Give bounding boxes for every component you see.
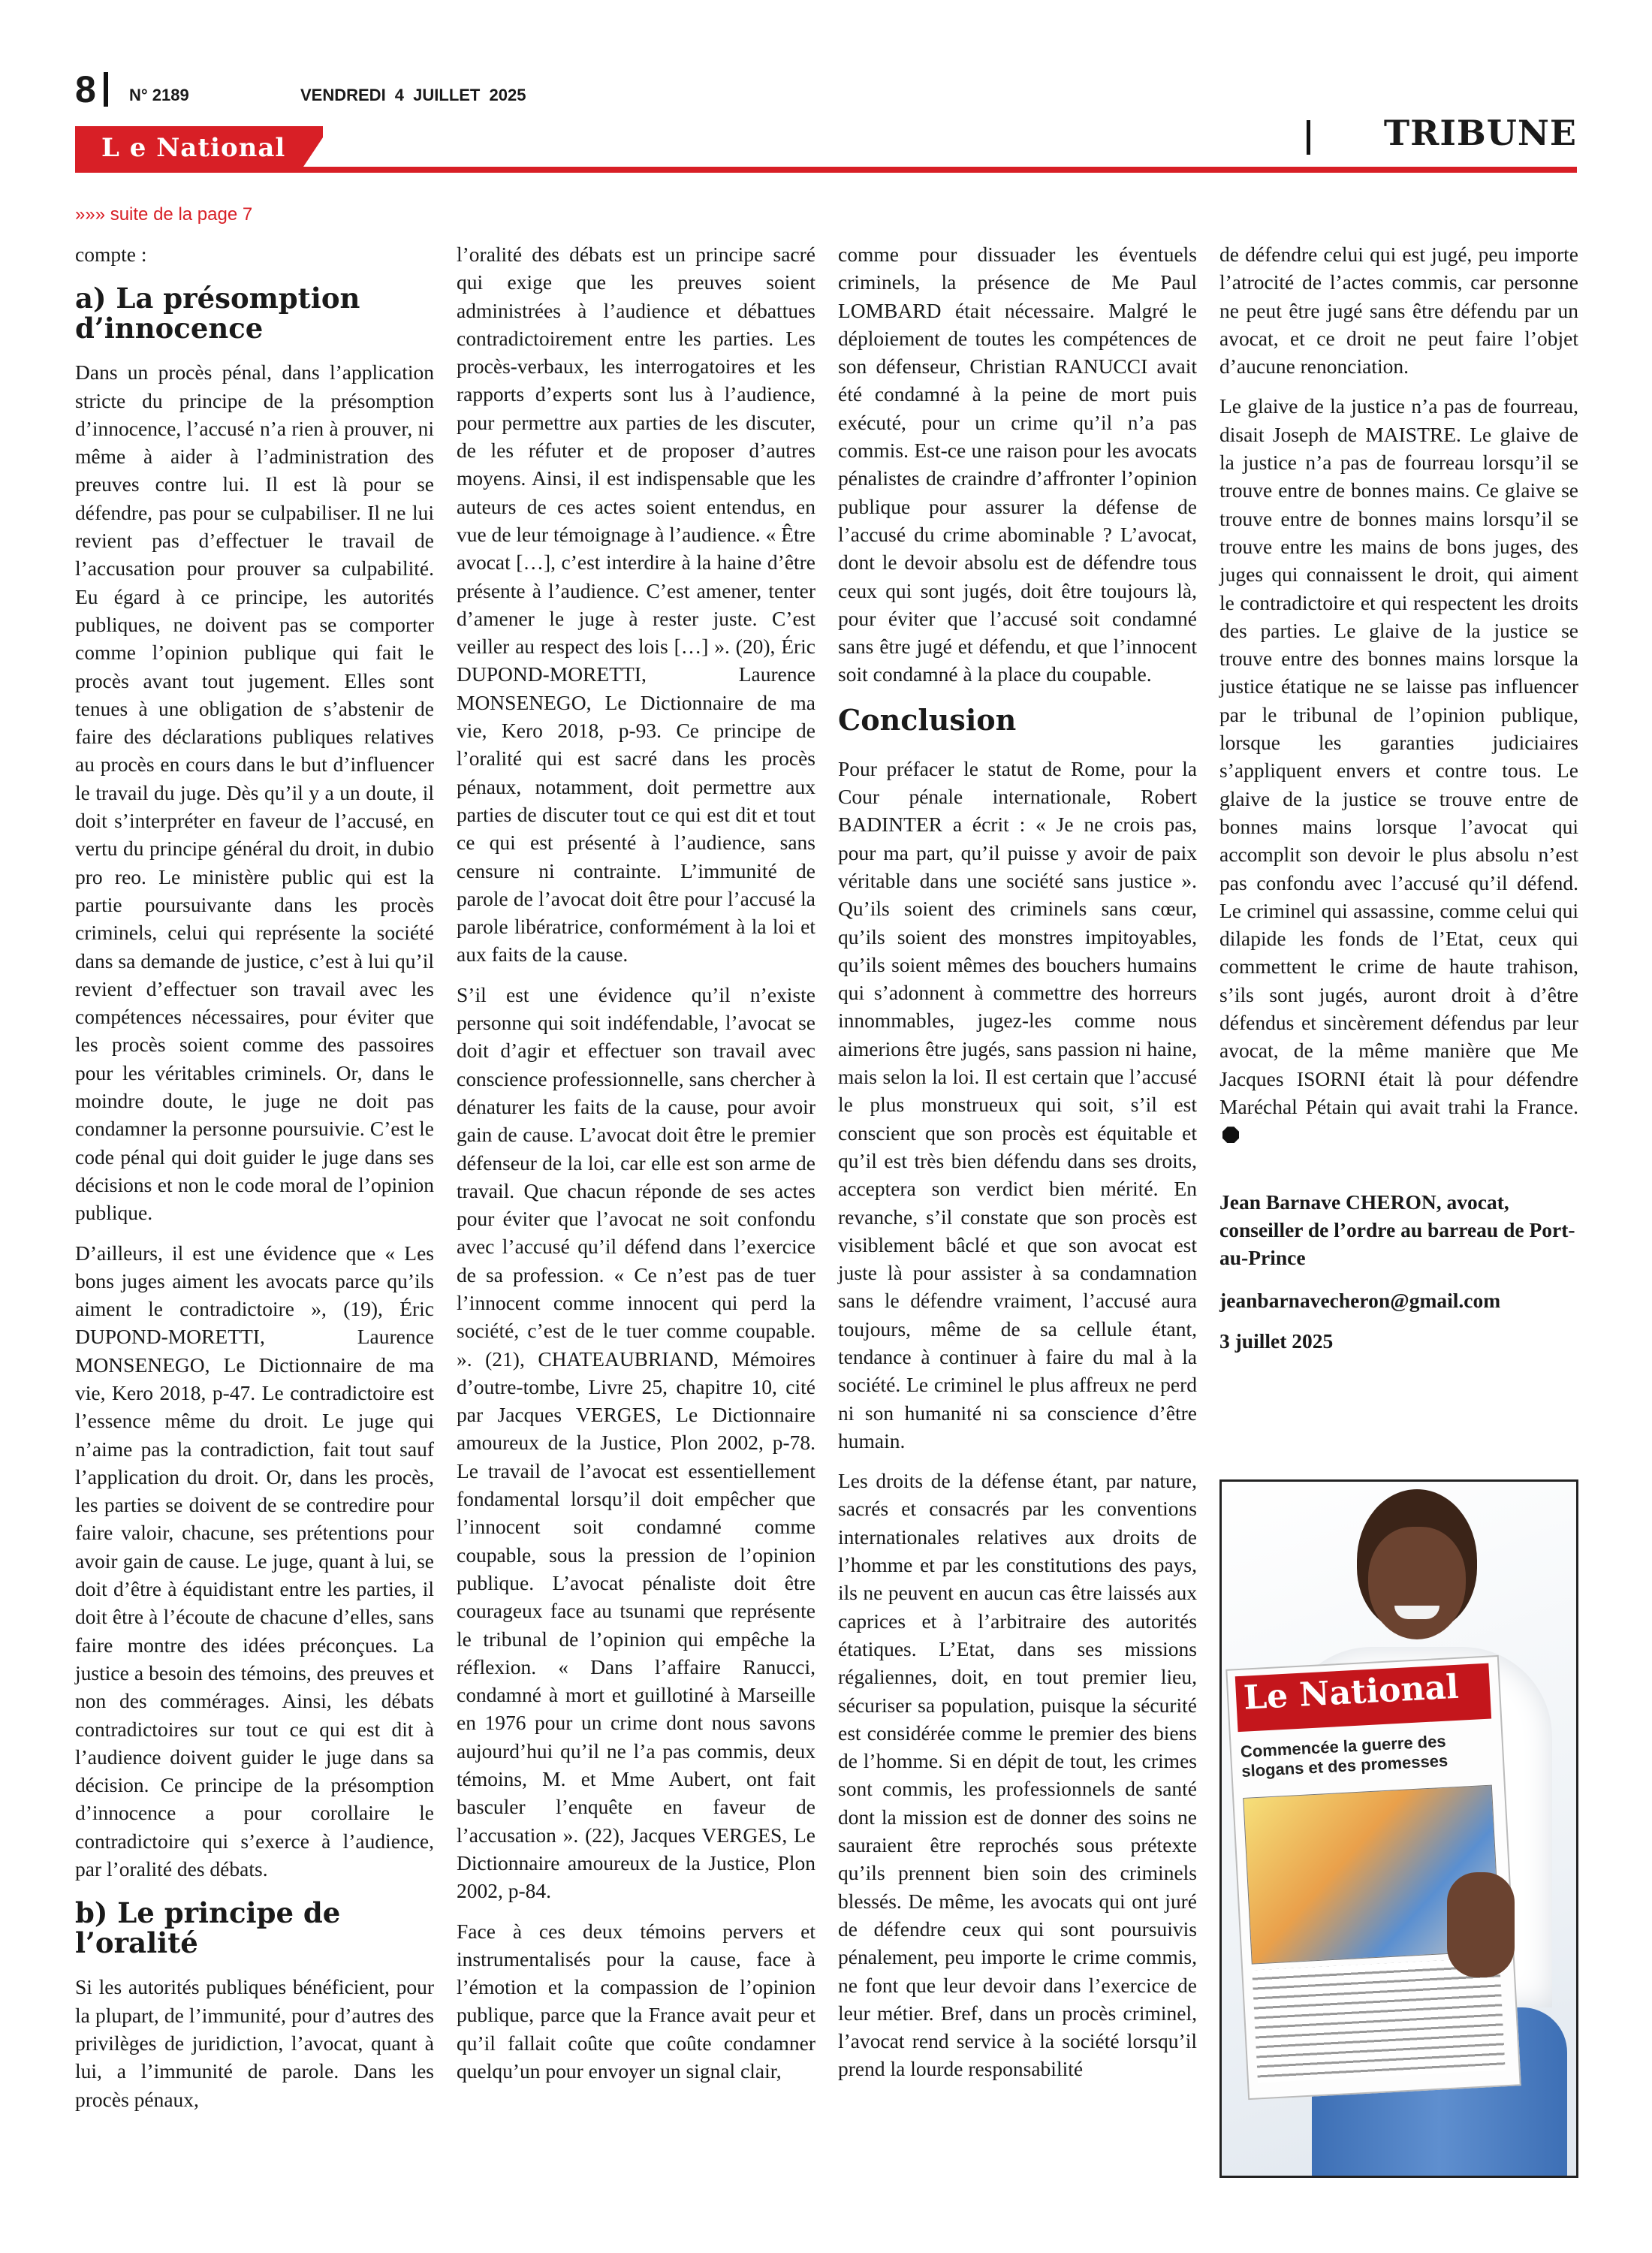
- ad-newspaper-headline: Commencée la guerre des slogans et des promesses: [1240, 1731, 1449, 1781]
- subheading-conclusion: Conclusion: [838, 702, 1017, 737]
- article-column-4: [1219, 240, 1578, 1367]
- ad-person-face: [1368, 1527, 1466, 1639]
- paragraph: Pour préfacer le statut de Rome, pour la Cour pénale internationale, Robert BADINTER a écrit : « Je ne crois pas, pour ma part, qu’il puisse y avoir de paix véritable dans une société sans justice ». Qu’ils soient des criminels sans cœur, qu’ils soient des monstres impitoyables, qu’ils soient mêmes des bouchers humains qui s’adonnent à commettre des horreurs innommables, jugez-les comme nous aimerions être jugés, sans passion ni haine, mais selon la loi. Il est certain que l’accusé le plus monstrueux qui soit, s’il est conscient que son procès est équitable et qu’il est très bien défendu dans ses droits, acceptera son verdict bien mérité. En revanche, s’il constate que son procès est visiblement bâclé et que son avocat est juste là pour assister à sa condamnation sans le défendre vraiment, l’accusé aura toujours, même de sa cellule étant, tendance à continuer à faire du mal à la société. Le criminel le plus affreux ne perd ni son humanité ni sa conscience d’être humain.: [838, 756, 1197, 1452]
- article-column-3: [838, 240, 1197, 2095]
- paragraph: l’oralité des débats est un principe sacré qui exige que les preuves soient administrées à l’audience et débattues contradictoirement entre les parties. Les procès-verbaux, les interrogatoires et les rapports d’experts sont lus à l’audience, pour permettre aux parties de les discuter, de les réfuter et de proposer d’autres moyens. Ainsi, il est indispensable que les auteurs de ces actes soient entendus, en vue de leur témoignage à l’audience. « Être avocat […], c’est interdire à la haine d’être présente à l’audience. C’est amener, tenter d’amener le juge à rester juste. C’est veiller au respect des lois […] ». (20), Éric DUPOND-MORETTI, Laurence MONSENEGO, Le Dictionnaire de ma vie, Kero 2018, p-93. Ce principe de l’oralité qui est sacré dans les procès pénaux, notamment, doit permettre aux parties de discuter tout ce qui est dit et tout ce qui est présenté à l’audience, sans censure ni contrainte. L’immunité de parole de l’avocat doit être pour l’accusé la parole libératrice, conformément à la loi et aux faits de la cause.: [457, 243, 815, 967]
- paragraph: Dans un procès pénal, dans l’application stricte du principe de la présomption d’innocence, l’accusé n’a rien à prouver, ni même à aider à l’administration des preuves contre lui. Il est là pour se défendre, pas pour se culpabiliser. Il ne lui revient pas d’effectuer le travail de l’accusation pour prouver sa culpabilité. Eu égard à ce principe, les autorités publiques, ne doivent pas se comporter comme l’opinion publique qui fait le procès avant tout jugement. Elles sont tenues à une obligation de s’abstenir de faire des déclarations publiques relatives au procès en cours dans le but d’influencer le travail du juge. Dès qu’il y a un doute, il doit s’interpréter en faveur de l’accusé, en vertu du principe général du droit, in dubio pro reo. Le ministère public qui est la partie poursuivante dans les procès criminels, celui qui représente la société dans sa demande de justice, c’est à lui qu’il revient d’effectuer son travail avec les compétences nécessaires, pour éviter que les procès soient comme des passoires pour les véritables criminels. Or, dans le moindre doute, le juge ne doit pas condamner la personne poursuivie. C’est le code pénal qui doit guider le juge dans ses décisions et non le code moral de l’opinion publique.: [75, 360, 434, 1225]
- paragraph: compte :: [75, 243, 147, 266]
- page-number: 8: [75, 68, 96, 110]
- subheading-presumption: a) La présomption d’innocence: [75, 282, 360, 345]
- ad-newspaper-logo: Le National: [1242, 1667, 1460, 1718]
- paragraph-final-text: Le glaive de la justice n’a pas de fourreau, disait Joseph de MAISTRE. Le glaive de la justice n’a pas de fourreau lorsqu’il se trouve entre de bonnes mains. Ce glaive se trouve entre de bonnes mains lorsqu’il se trouve entre les mains de bons juges, des juges qui connaissent le droit, qui aiment le contradictoire et qui respectent les droits des parties. Le glaive de la justice se trouve entre des bonnes mains lorsque la justice étatique ne se laisse pas influencer par le tribunal de l’opinion publique, lorsque les garanties judiciaires s’appliquent envers et contre tous. Le glaive de la justice se trouve entre de bonnes mains lorsque l’avocat qui accomplit son devoir le plus absolu n’est pas confondu avec l’accusé qu’il défend. Le criminel qui assassine, comme celui qui dilapide les fonds de l’Etat, ceux qui commettent le crime de haute trahison, s’ils sont jugés, auront droit à d’être défendus et sincèrement défendus par leur avocat, de la même manière que Me Jacques ISORNI était là pour défendre Maréchal Pétain qui avait trahi la France.: [1219, 394, 1578, 1118]
- signed-date: 3 juillet 2025: [1219, 1329, 1334, 1353]
- section-divider: [1307, 120, 1310, 155]
- paragraph: comme pour dissuader les éventuels criminels, la présence de Me Paul LOMBARD était nécessaire. Malgré le déploiement de toutes les compétences de son défenseur, Christian RANUCCI avait été condamné à la peine de mort puis exécuté, pour un crime qu’il n’a pas commis. Est-ce une raison pour les avocats pénalistes de craindre d’affronter l’opinion publique pour assurer la défense de l’accusé du crime abominable ? L’avocat, dont le devoir absolu est de défendre tous ceux qui sont jugés, doit être toujours là, pour éviter que l’accusé soit condamné sans être jugé et défendu, et que l’innocent soit condamné à la place du coupable.: [838, 243, 1197, 686]
- paragraph: Face à ces deux témoins pervers et instrumentalisés pour la cause, face à l’émotion et la compassion de l’opinion publique, parce que la France avait peur et qu’il fallait coûte que coûte condamner quelqu’un pour envoyer un signal clair,: [457, 1919, 815, 2083]
- ad-person-smile: [1394, 1606, 1439, 1619]
- author-signature: Jean Barnave CHERON, avocat, conseiller de l’ordre au barreau de Port-au-Prince: [1219, 1190, 1575, 1270]
- subheading-oralite: b) Le principe de l’oralité: [75, 1896, 341, 1960]
- end-of-article-icon: [1222, 1126, 1239, 1143]
- paragraph: D’ailleurs, il est une évidence que « Les bons juges aiment les avocats parce qu’ils aiment le contradictoire », (19), Éric DUPOND-MORETTI, Laurence MONSENEGO, Le Dictionnaire de ma vie, Kero 2018, p-47. Le contradictoire est l’essence même du droit. Le juge qui n’aime pas la contradiction, fait tout sauf l’application du droit. Or, dans les procès, les parties se doivent de se contredire pour faire valoir, chacune, ses prétentions pour avoir gain de cause. Le juge, quant à lui, se doit d’être à équidistant entre les parties, il doit être à l’écoute de chacune d’elles, sans faire montre des idées préconçues. La justice a besoin des témoins, des preuves et non des commérages. Ainsi, les débats contradictoires sur tout ce qui est dit à l’audience doivent guider le juge dans sa décision. Ce principe de la présomption d’innocence a pour corollaire le contradictoire qui s’exerce à l’audience, par l’oralité des débats.: [75, 1241, 434, 1881]
- article-column-2: [457, 240, 815, 2097]
- paragraph: Les droits de la défense étant, par nature, sacrés et consacrés par les conventions internationales relatives aux droits de l’homme et par les constitutions des pays, ils ne peuvent en aucun cas être laissés aux caprices et à l’arbitraire des autorités étatiques. L’Etat, dans ses missions régaliennes, doit, en tout premier lieu, sécuriser sa population, puisque la sécurité est considérée comme le premier des biens de l’homme. Si en dépit de tout, les crimes sont commis, les professionnels de santé dont la mission est de donner des soins ne sauraient être reprochés sous prétexte qu’ils prennent bien soin des criminels blessés. De même, les avocats qui ont juré de défendre ceux qui sont poursuivis pénalement, peu importe le crime commis, ne font que leur devoir dans l’exercice de leur métier. Bref, dans un procès criminel, l’avocat rend service à la société lorsqu’il prend la lourde responsabilité: [838, 1469, 1197, 2081]
- issue-date: VENDREDI 4 JUILLET 2025: [300, 86, 526, 104]
- paragraph: de défendre celui qui est jugé, peu importe l’atrocité de l’actes commis, car personne ne peut être jugé sans être défendu par un avocat, et ce droit ne peut faire l’objet d’aucune renonciation.: [1219, 243, 1578, 379]
- newspaper-advertisement: [1219, 1479, 1578, 2178]
- paragraph: S’il est une évidence qu’il n’existe personne qui soit indéfendable, l’avocat se doit d’agir et effectuer son travail avec conscience professionnelle, sans chercher à dénaturer les faits de la cause, pour avoir gain de cause. L’avocat doit être le premier défenseur de la loi, car elle est son arme de travail. Que chacun réponde de ses actes pour éviter que l’avocat ne soit confondu avec l’accusé qu’il défend dans l’exercice de sa profession. « Ce n’est pas de tuer l’innocent comme innocent qui perd la société, c’est de le tuer comme coupable. ». (21), CHATEAUBRIAND, Mémoires d’outre-tombe, Livre 25, chapitre 10, cité par Jacques VERGES, Le Dictionnaire amoureux de la Justice, Plon 2002, p-78. Le travail de l’avocat est essentiellement fondamental lorsqu’il doit empêcher que l’innocent soit condamné comme coupable, sous la pression de l’opinion publique. L’avocat pénaliste doit être courageux face au tsunami que représente le tribunal de l’opinion qui empêche la réflexion. « Dans l’affaire Ranucci, condamné à mort et guillotiné à Marseille en 1976 pour un crime dont nous savons aujourd’hui qu’il ne l’a pas commis, deux témoins, M. et Mme Aubert, ont fait basculer l’enquête en faveur de l’accusation ». (22), Jacques VERGES, Le Dictionnaire amoureux de la Justice, Plon 2002, p-84.: [457, 982, 815, 1903]
- paragraph: Si les autorités publiques bénéficient, pour la plupart, de l’immunité, pour d’autres des privilèges de juridiction, l’avocat, quant à lui, a l’immunité de parole. Dans les procès pénaux,: [75, 1975, 434, 2111]
- continued-from-note: »»» suite de la page 7: [75, 204, 253, 225]
- section-title: TRIBUNE: [1383, 113, 1577, 153]
- masthead-logo: L e National: [101, 133, 286, 163]
- ad-person-hand: [1447, 1872, 1515, 1977]
- paragraph-final: [1219, 392, 1578, 1148]
- header-rule: [75, 167, 1577, 173]
- header-divider: [104, 72, 108, 107]
- issue-number: N° 2189: [129, 86, 189, 104]
- author-email[interactable]: jeanbarnavecheron@gmail.com: [1219, 1289, 1501, 1313]
- ad-newspaper-text-lines: [1252, 1957, 1505, 2083]
- article-column-1: [75, 240, 434, 2125]
